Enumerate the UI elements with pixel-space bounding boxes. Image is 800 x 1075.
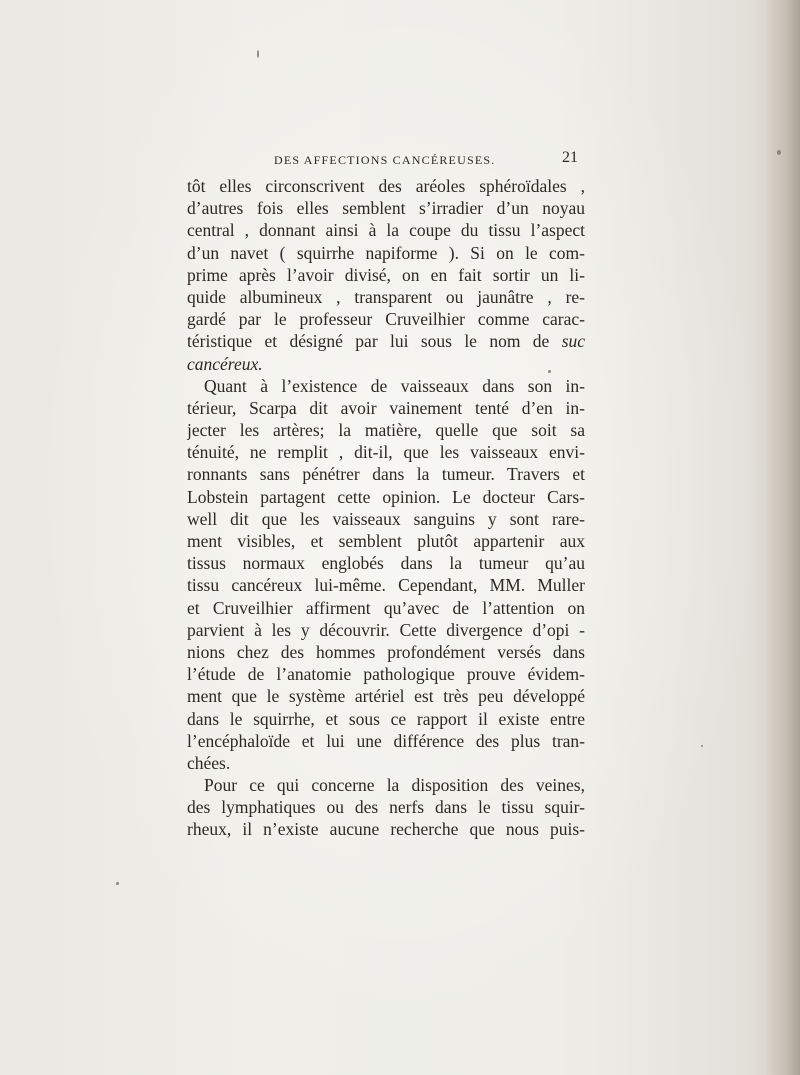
text-line-content: chées. — [187, 752, 231, 773]
text-line — [187, 242, 585, 264]
text-line — [187, 330, 585, 352]
text-line — [187, 486, 585, 508]
text-line — [187, 175, 585, 197]
text-line-content: dans le squirrhe, et sous ce rapport il existe entre — [187, 708, 585, 729]
text-line — [187, 441, 585, 463]
paper-speck — [116, 882, 119, 885]
italic-term: suc — [561, 331, 585, 352]
text-line-content: jecter les artères; la matière, quelle que soit sa — [187, 420, 585, 441]
text-line-content: rheux, il n’existe aucune recherche que nous puis- — [187, 819, 585, 840]
text-line — [187, 818, 585, 840]
text-line-content: quide albumineux , transparent ou jaunâtre , re- — [187, 286, 585, 307]
text-line — [187, 353, 585, 375]
text-line-content: parvient à les y découvrir. Cette divergence d’opi - — [187, 619, 585, 640]
running-head — [186, 148, 586, 172]
text-line-content: prime après l’avoir divisé, on en fait sortir un li- — [187, 264, 585, 285]
text-line-content: well dit que les vaisseaux sanguins y sont rare- — [187, 508, 585, 529]
text-line-content: d’un navet ( squirrhe napiforme ). Si on le com- — [187, 242, 585, 263]
text-line-content: tôt elles circonscrivent des aréoles sphéroïdales , — [187, 176, 585, 196]
text-line-content: l’étude de l’anatomie pathologique prouve évidem- — [187, 664, 585, 685]
text-line-content: tissus normaux englobés dans la tumeur qu’au — [187, 553, 585, 574]
text-line — [187, 796, 585, 818]
body-text — [187, 175, 585, 841]
text-line-content: d’autres fois elles semblent s’irradier d’un noyau — [187, 198, 585, 219]
text-line — [187, 463, 585, 485]
text-line-content: Quant à l’existence de vaisseaux dans son in- — [204, 375, 585, 396]
text-line — [187, 397, 585, 419]
text-line — [187, 219, 585, 241]
page-edge-shadow — [766, 0, 800, 1075]
text-line — [187, 641, 585, 663]
text-line — [187, 730, 585, 752]
text-line-content: et Cruveilhier affirment qu’avec de l’attention on — [187, 597, 585, 618]
running-head-title: DES AFFECTIONS CANCÉREUSES. — [274, 153, 496, 167]
text-line-content: ténuité, ne remplit , dit-il, que les vaisseaux envi- — [187, 442, 585, 463]
text-line — [187, 286, 585, 308]
text-line — [187, 752, 585, 774]
paper-speck — [777, 150, 781, 155]
text-line — [187, 197, 585, 219]
text-line-content: ment visibles, et semblent plutôt appartenir aux — [187, 531, 585, 551]
text-line — [187, 419, 585, 441]
text-line — [187, 574, 585, 596]
text-line-content: ronnants sans pénétrer dans la tumeur. Travers et — [187, 464, 585, 485]
text-line — [187, 508, 585, 530]
text-line — [187, 619, 585, 641]
text-line-content: térieur, Scarpa dit avoir vainement tenté d’en in- — [187, 397, 585, 418]
text-line — [187, 685, 585, 707]
text-line — [187, 708, 585, 730]
text-line-content: téristique et désigné par lui sous le nom de — [187, 331, 550, 352]
text-line — [187, 597, 585, 619]
text-line-content: Lobstein partagent cette opinion. Le docteur Cars- — [187, 486, 585, 507]
italic-term: cancéreux. — [187, 353, 263, 374]
text-line-content: ment que le système artériel est très peu développé — [187, 686, 585, 707]
text-line — [187, 552, 585, 574]
text-line-content: tissu cancéreux lui-même. Cependant, MM. Muller — [187, 575, 585, 596]
text-line-content: central , donnant ainsi à la coupe du tissu l’aspect — [187, 220, 585, 241]
text-line — [187, 264, 585, 286]
text-line-content: Pour ce qui concerne la disposition des veines, — [204, 775, 585, 796]
text-line — [187, 663, 585, 685]
text-line — [187, 308, 585, 330]
text-line — [187, 375, 585, 397]
text-line-content: nions chez des hommes profondément versés dans — [187, 641, 585, 662]
text-line-content: gardé par le professeur Cruveilhier comme carac- — [187, 309, 585, 330]
paper-speck — [257, 50, 259, 58]
page-number: 21 — [562, 149, 578, 166]
text-line — [187, 530, 585, 552]
paper-speck — [701, 745, 703, 747]
text-line-content: l’encéphaloïde et lui une différence des plus tran- — [187, 730, 585, 751]
text-line — [187, 774, 585, 796]
text-line-content: des lymphatiques ou des nerfs dans le tissu squir- — [187, 797, 585, 818]
